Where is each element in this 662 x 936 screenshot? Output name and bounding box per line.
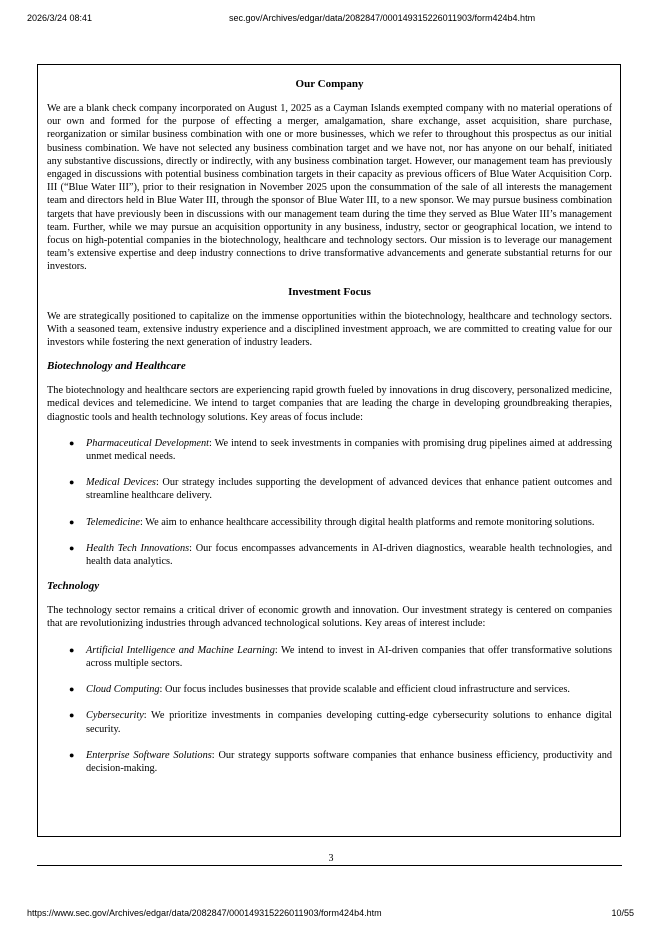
content-box bbox=[37, 64, 621, 837]
bullet-term: Medical Devices bbox=[86, 477, 156, 489]
page-divider bbox=[37, 865, 622, 866]
bullet-text: : Our strategy supports software companies that enhance business efficiency, productivity and decision-making. bbox=[86, 749, 613, 774]
paragraph-biotech: The biotechnology and healthcare sectors are experiencing rapid growth fueled by innovations in drug discovery, personalized medicine, medical devices and telemedicine. We intend to target companies that are leading the charge in developing groundbreaking therapies, diagnostic tools and health technology solutions. Key areas of focus include: bbox=[47, 385, 612, 423]
bullet-icon: ● bbox=[69, 516, 75, 527]
bullet-term: Cloud Computing bbox=[86, 684, 160, 696]
list-item bbox=[47, 749, 612, 775]
print-footer-url: https://www.sec.gov/Archives/edgar/data/2082847/000149315226011903/form424b4.htm bbox=[27, 908, 382, 918]
bullet-icon: ● bbox=[69, 477, 75, 488]
bullet-icon: ● bbox=[69, 542, 75, 553]
paragraph-our-company: We are a blank check company incorporated on August 1, 2025 as a Cayman Islands exempted company with no material operations of our own and formed for the purpose of effecting a merger, amalgamation, share exchange, asset acquisition, share purchase, reorganization or similar business combination with one or more businesses, which we refer to throughout this prospectus as our initial business combination. We have not selected any business combination target and we have not, nor has anyone on our behalf, initiated any substantive discussions, directly or indirectly, with any business combination target. However, our management team has previously engaged in discussions with potential business combination targets in their capacity as previous officers of Blue Water Acquisition Corp. III (“Blue Water III”), prior to their resignation in November 2025 upon the consummation of the sale of all interests the management team and directors held in Blue Water III, through the sponsor of Blue Water III, to a new sponsor. We may pursue business combination targets that have previously been in discussions with our management team during the time they served as Blue Water III’s management team. Further, while we may pursue an acquisition opportunity in any business, industry, sector or geographical location, we intend to focus on high-potential companies in the biotechnology, healthcare and technology sectors. Our mission is to leverage our management team’s extensive expertise and deep industry connections to drive transformative advancements and generate substantial returns for our investors. bbox=[47, 103, 612, 273]
bullet-text: : Our focus includes businesses that provide scalable and efficient cloud infrastructure and services. bbox=[159, 684, 570, 696]
bullet-icon: ● bbox=[69, 644, 75, 655]
bullet-text: : We intend to seek investments in companies with promising drug pipelines aimed at addressing unmet medical needs. bbox=[86, 437, 612, 463]
subheading-technology: Technology bbox=[47, 580, 100, 593]
bullet-list-technology bbox=[47, 644, 612, 775]
print-header-url: sec.gov/Archives/edgar/data/2082847/000149315226011903/form424b4.htm bbox=[229, 13, 536, 23]
bullet-term: Cybersecurity bbox=[86, 710, 144, 722]
bullet-term: Health Tech Innovations bbox=[86, 542, 190, 554]
print-page-count: 10/55 bbox=[611, 908, 634, 918]
bullet-text: : We aim to enhance healthcare accessibility through digital health platforms and remote monitoring solutions. bbox=[139, 516, 595, 528]
list-item bbox=[47, 476, 612, 502]
bullet-icon: ● bbox=[69, 749, 75, 760]
list-item bbox=[47, 437, 612, 463]
print-datetime: 2026/3/24 08:41 bbox=[27, 13, 93, 23]
bullet-term: Artificial Intelligence and Machine Learning bbox=[86, 644, 275, 656]
paragraph-technology: The technology sector remains a critical driver of economic growth and innovation. Our investment strategy is centered on companies that are revolutionizing industries through advanced technological solutions. Key areas of interest include: bbox=[47, 605, 612, 630]
bullet-text: : Our strategy includes supporting the development of advanced devices that enhance patient outcomes and streamline healthcare delivery. bbox=[86, 477, 612, 502]
bullet-list-biotech bbox=[47, 437, 612, 568]
list-item bbox=[47, 542, 612, 568]
bullet-term: Enterprise Software Solutions bbox=[86, 749, 212, 761]
bullet-icon: ● bbox=[69, 684, 75, 695]
bullet-term: Telemedicine bbox=[86, 516, 140, 528]
bullet-text: : Our focus encompasses advancements in AI-driven diagnostics, wearable health technologies, and health data analytics. bbox=[86, 542, 612, 568]
list-item bbox=[47, 709, 612, 735]
section-title-our-company: Our Company bbox=[295, 78, 364, 90]
bullet-icon: ● bbox=[69, 437, 75, 448]
list-item bbox=[47, 644, 612, 670]
subheading-biotech: Biotechnology and Healthcare bbox=[47, 360, 186, 373]
page-number: 3 bbox=[328, 853, 334, 864]
bullet-text: : We prioritize investments in companies developing cutting-edge cybersecurity solutions to enhance digital security. bbox=[86, 710, 612, 735]
list-item bbox=[47, 516, 612, 529]
browser-print-header bbox=[0, 13, 662, 27]
bullet-text: : We intend to invest in AI-driven companies that offer transformative solutions across multiple sectors. bbox=[86, 644, 612, 669]
bullet-term: Pharmaceutical Development bbox=[86, 437, 210, 449]
list-item bbox=[47, 683, 612, 696]
paragraph-investment-focus: We are strategically positioned to capitalize on the immense opportunities within the biotechnology, healthcare and technology sectors. With a seasoned team, extensive industry experience and a disciplined investment approach, we are committed to creating value for our investors while fostering the next generation of industry leaders. bbox=[47, 310, 612, 349]
browser-print-footer bbox=[0, 908, 662, 922]
bullet-icon: ● bbox=[69, 710, 75, 721]
section-title-investment-focus: Investment Focus bbox=[288, 285, 371, 298]
